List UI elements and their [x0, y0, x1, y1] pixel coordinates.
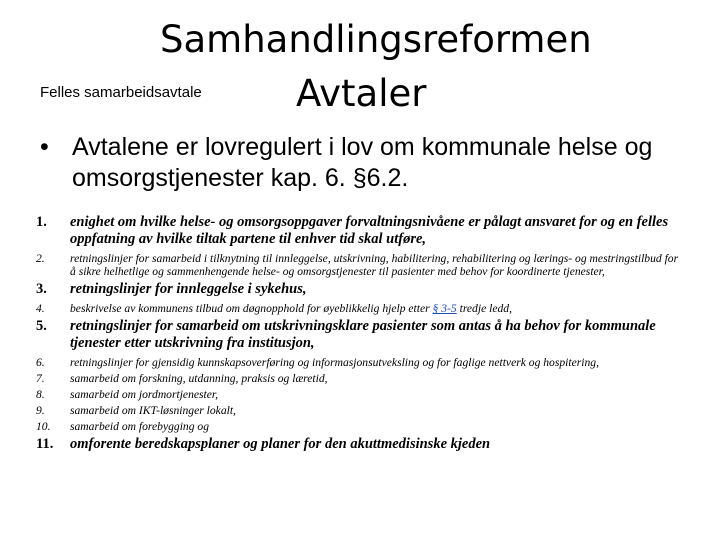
list-item — [36, 252, 686, 278]
list-item-text: samarbeid om forskning, utdanning, praksis og læretid, — [70, 372, 328, 385]
law-section-link[interactable]: § 3-5 — [432, 302, 457, 315]
list-item — [36, 356, 686, 369]
list-item-number: 7. — [36, 372, 45, 385]
page-title: Samhandlingsreformen — [160, 18, 592, 61]
list-item-text: retningslinjer for samarbeid i tilknytning til innleggelse, utskrivning, habilitering, rehabilitering og lærings- og mestringstilbud for å sikre helhetlige og sammenhengende helse- og omsorgstjenester til pasienter med behov for koordinerte tjenester, — [70, 252, 679, 278]
list-item-number: 9. — [36, 404, 45, 417]
list-item-number: 10. — [36, 420, 51, 433]
list-item-text: retningslinjer for innleggelse i sykehus, — [70, 281, 307, 297]
page-subtitle: Avtaler — [296, 72, 427, 115]
list-item-text: enighet om hvilke helse- og omsorgsoppgaver forvaltningsnivåene er pålagt ansvaret for og en felles oppfatning av hvilke tiltak partene til enhver tid skal utføre, — [70, 214, 669, 247]
list-item — [36, 404, 686, 417]
list-item — [36, 318, 686, 352]
agreement-list — [36, 214, 686, 457]
list-item-number: 11. — [36, 436, 54, 452]
list-item-text: samarbeid om IKT-løsninger lokalt, — [70, 404, 236, 417]
bullet-text: Avtalene er lovregulert i lov om kommunale helse og omsorgstjenester kap. 6. §6.2. — [72, 133, 653, 192]
list-item-text-after: tredje ledd, — [456, 302, 512, 315]
list-item — [36, 420, 686, 433]
list-item-text: retningslinjer for samarbeid om utskrivningsklare pasienter som antas å ha behov for kommunale tjenester etter utskrivning fra institusjon, — [70, 318, 656, 351]
side-label: Felles samarbeidsavtale — [40, 84, 202, 101]
list-item-text: retningslinjer for gjensidig kunnskapsoverføring og informasjonsutveksling og for faglige nettverk og hospitering, — [70, 356, 599, 369]
list-item — [36, 388, 686, 401]
list-item-number: 1. — [36, 214, 47, 230]
list-item — [36, 372, 686, 385]
list-item-number: 8. — [36, 388, 45, 401]
list-item-text: samarbeid om jordmortjenester, — [70, 388, 219, 401]
list-item-number: 2. — [36, 252, 45, 265]
list-item — [36, 281, 686, 298]
list-item — [36, 302, 686, 315]
list-item-number: 6. — [36, 356, 45, 369]
list-item-text: omforente beredskapsplaner og planer for den akuttmedisinske kjeden — [70, 436, 491, 452]
list-item-text — [70, 302, 512, 315]
main-bullet — [40, 132, 680, 194]
list-item-number: 4. — [36, 302, 45, 315]
list-item-text-before: beskrivelse av kommunens tilbud om døgnopphold for øyeblikkelig hjelp etter — [70, 302, 433, 315]
list-item-number: 5. — [36, 318, 47, 334]
list-item — [36, 214, 686, 248]
list-item-number: 3. — [36, 281, 47, 297]
list-item-text: samarbeid om forebygging og — [70, 420, 210, 433]
list-item — [36, 436, 686, 453]
bullet-dot-icon: • — [40, 133, 49, 161]
